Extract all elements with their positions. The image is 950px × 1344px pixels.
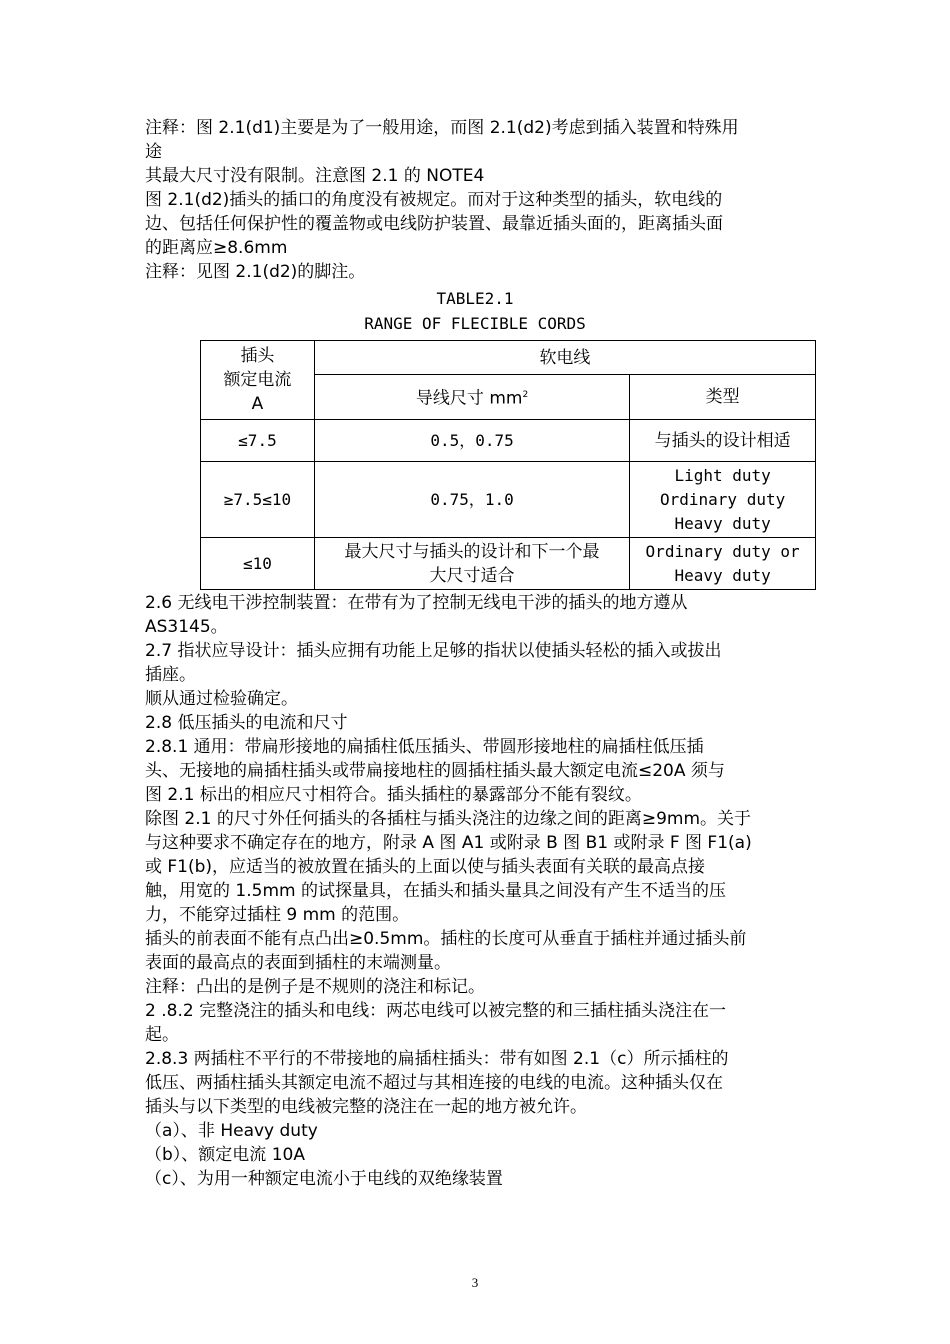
text-line: 途: [145, 142, 162, 162]
intro-paragraph: [145, 116, 810, 284]
cell-text: Heavy duty: [674, 513, 771, 533]
text-line: 2.6 无线电干涉控制装置：在带有为了控制无线电干涉的插头的地方遵从: [145, 593, 688, 613]
table-row: [201, 420, 816, 462]
body-paragraphs: [145, 591, 810, 1191]
cell-text: 0.5，0.75: [430, 430, 514, 450]
cell-text: Ordinary duty or: [645, 541, 800, 561]
text-line: 注释：图 2.1(d1)主要是为了一般用途，而图 2.1(d2)考虑到插入装置和特殊用: [145, 118, 739, 138]
table-header-row: [201, 341, 816, 375]
table-row: [201, 538, 816, 590]
table-title: TABLE2.1: [436, 289, 514, 308]
text-line: 表面的最高点的表面到插柱的末端测量。: [145, 953, 451, 973]
text-line: （a）、非 Heavy duty: [145, 1121, 318, 1141]
text-line: 顺从通过检验确定。: [145, 689, 298, 709]
cell-type: [630, 462, 816, 538]
cell-text: 大尺寸适合: [429, 565, 515, 586]
table-row: [201, 462, 816, 538]
text-line: 图 2.1 标出的相应尺寸相符合。插头插柱的暴露部分不能有裂纹。: [145, 785, 642, 805]
cell-current: ≤10: [201, 538, 315, 590]
superscript: 2: [522, 390, 529, 401]
header-text: 额定电流: [223, 370, 292, 390]
cell-type: [630, 538, 816, 590]
text-line: 的距离应≥8.6mm: [145, 238, 288, 258]
cell-size: [314, 420, 629, 462]
cell-text: Light duty: [674, 465, 771, 485]
text-line: 插头与以下类型的电线被完整的浇注在一起的地方被允许。: [145, 1097, 587, 1117]
cell-text: Heavy duty: [674, 565, 771, 585]
text-line: 触，用宽的 1.5mm 的试探量具，在插头和插头量具之间没有产生不适当的压: [145, 881, 726, 901]
text-line: 2.7 指状应导设计：插头应拥有功能上足够的指状以使插头轻松的插入或拔出: [145, 641, 722, 661]
cell-current: ≥7.5≤10: [201, 462, 315, 538]
text-line: 图 2.1(d2)插头的插口的角度没有被规定。而对于这种类型的插头，软电线的: [145, 190, 723, 210]
header-text: 插头: [240, 346, 275, 366]
cord-range-table: [200, 340, 816, 590]
text-line: 或 F1(b)，应适当的被放置在插头的上面以使与插头表面有关联的最高点接: [145, 857, 706, 877]
text-line: 插头的前表面不能有点凸出≥0.5mm。插柱的长度可从垂直于插柱并通过插头前: [145, 929, 747, 949]
text-line: 插座。: [145, 665, 196, 685]
header-flexible-cord: 软电线: [314, 341, 815, 375]
cell-current: ≤7.5: [201, 420, 315, 462]
text-line: 头、无接地的扁插柱插头或带扁接地柱的圆插柱插头最大额定电流≤20A 须与: [145, 761, 725, 781]
header-plug-current: [201, 341, 315, 420]
text-line: 2.8.3 两插柱不平行的不带接地的扁插柱插头：带有如图 2.1（c）所示插柱的: [145, 1049, 729, 1069]
text-line: 低压、两插柱插头其额定电流不超过与其相连接的电线的电流。这种插头仅在: [145, 1073, 723, 1093]
text-line: 与这种要求不确定存在的地方，附录 A 图 A1 或附录 B 图 B1 或附录 F 图 F1(a): [145, 833, 752, 853]
header-type: 类型: [630, 375, 816, 420]
cell-text: Ordinary duty: [660, 489, 786, 509]
text-line: 注释：凸出的是例子是不规则的浇注和标记。: [145, 977, 485, 997]
text-line: AS3145。: [145, 617, 228, 637]
header-text: 导线尺寸 mm: [415, 389, 523, 410]
text-line: （b）、额定电流 10A: [145, 1145, 305, 1165]
text-line: 其最大尺寸没有限制。注意图 2.1 的 NOTE4: [145, 166, 485, 186]
cell-type: [630, 420, 816, 462]
text-line: 2.8.1 通用：带扁形接地的扁插柱低压插头、带圆形接地柱的扁插柱低压插: [145, 737, 704, 757]
header-conductor-size: [314, 375, 629, 420]
text-line: 除图 2.1 的尺寸外任何插头的各插柱与插头浇注的边缘之间的距离≥9mm。关于: [145, 809, 752, 829]
cell-text: 与插头的设计相适: [654, 430, 791, 451]
text-line: 边、包括任何保护性的覆盖物或电线防护装置、最靠近插头面的，距离插头面: [145, 214, 723, 234]
text-line: 注释：见图 2.1(d2)的脚注。: [145, 262, 366, 282]
header-text: A: [251, 394, 264, 414]
cell-text: 最大尺寸与插头的设计和下一个最: [344, 541, 600, 562]
page-number: 3: [471, 1275, 479, 1290]
text-line: 2.8 低压插头的电流和尺寸: [145, 713, 348, 733]
table-subtitle: RANGE OF FLECIBLE CORDS: [364, 314, 586, 333]
text-line: 力，不能穿过插柱 9 mm 的范围。: [145, 905, 410, 925]
text-line: （c）、为用一种额定电流小于电线的双绝缘装置: [145, 1169, 503, 1189]
cell-size: [314, 538, 629, 590]
text-line: 2 .8.2 完整浇注的插头和电线：两芯电线可以被完整的和三插柱插头浇注在一: [145, 1001, 727, 1021]
cell-text: 0.75，1.0: [430, 489, 514, 509]
text-line: 起。: [145, 1025, 179, 1045]
cell-size: [314, 462, 629, 538]
